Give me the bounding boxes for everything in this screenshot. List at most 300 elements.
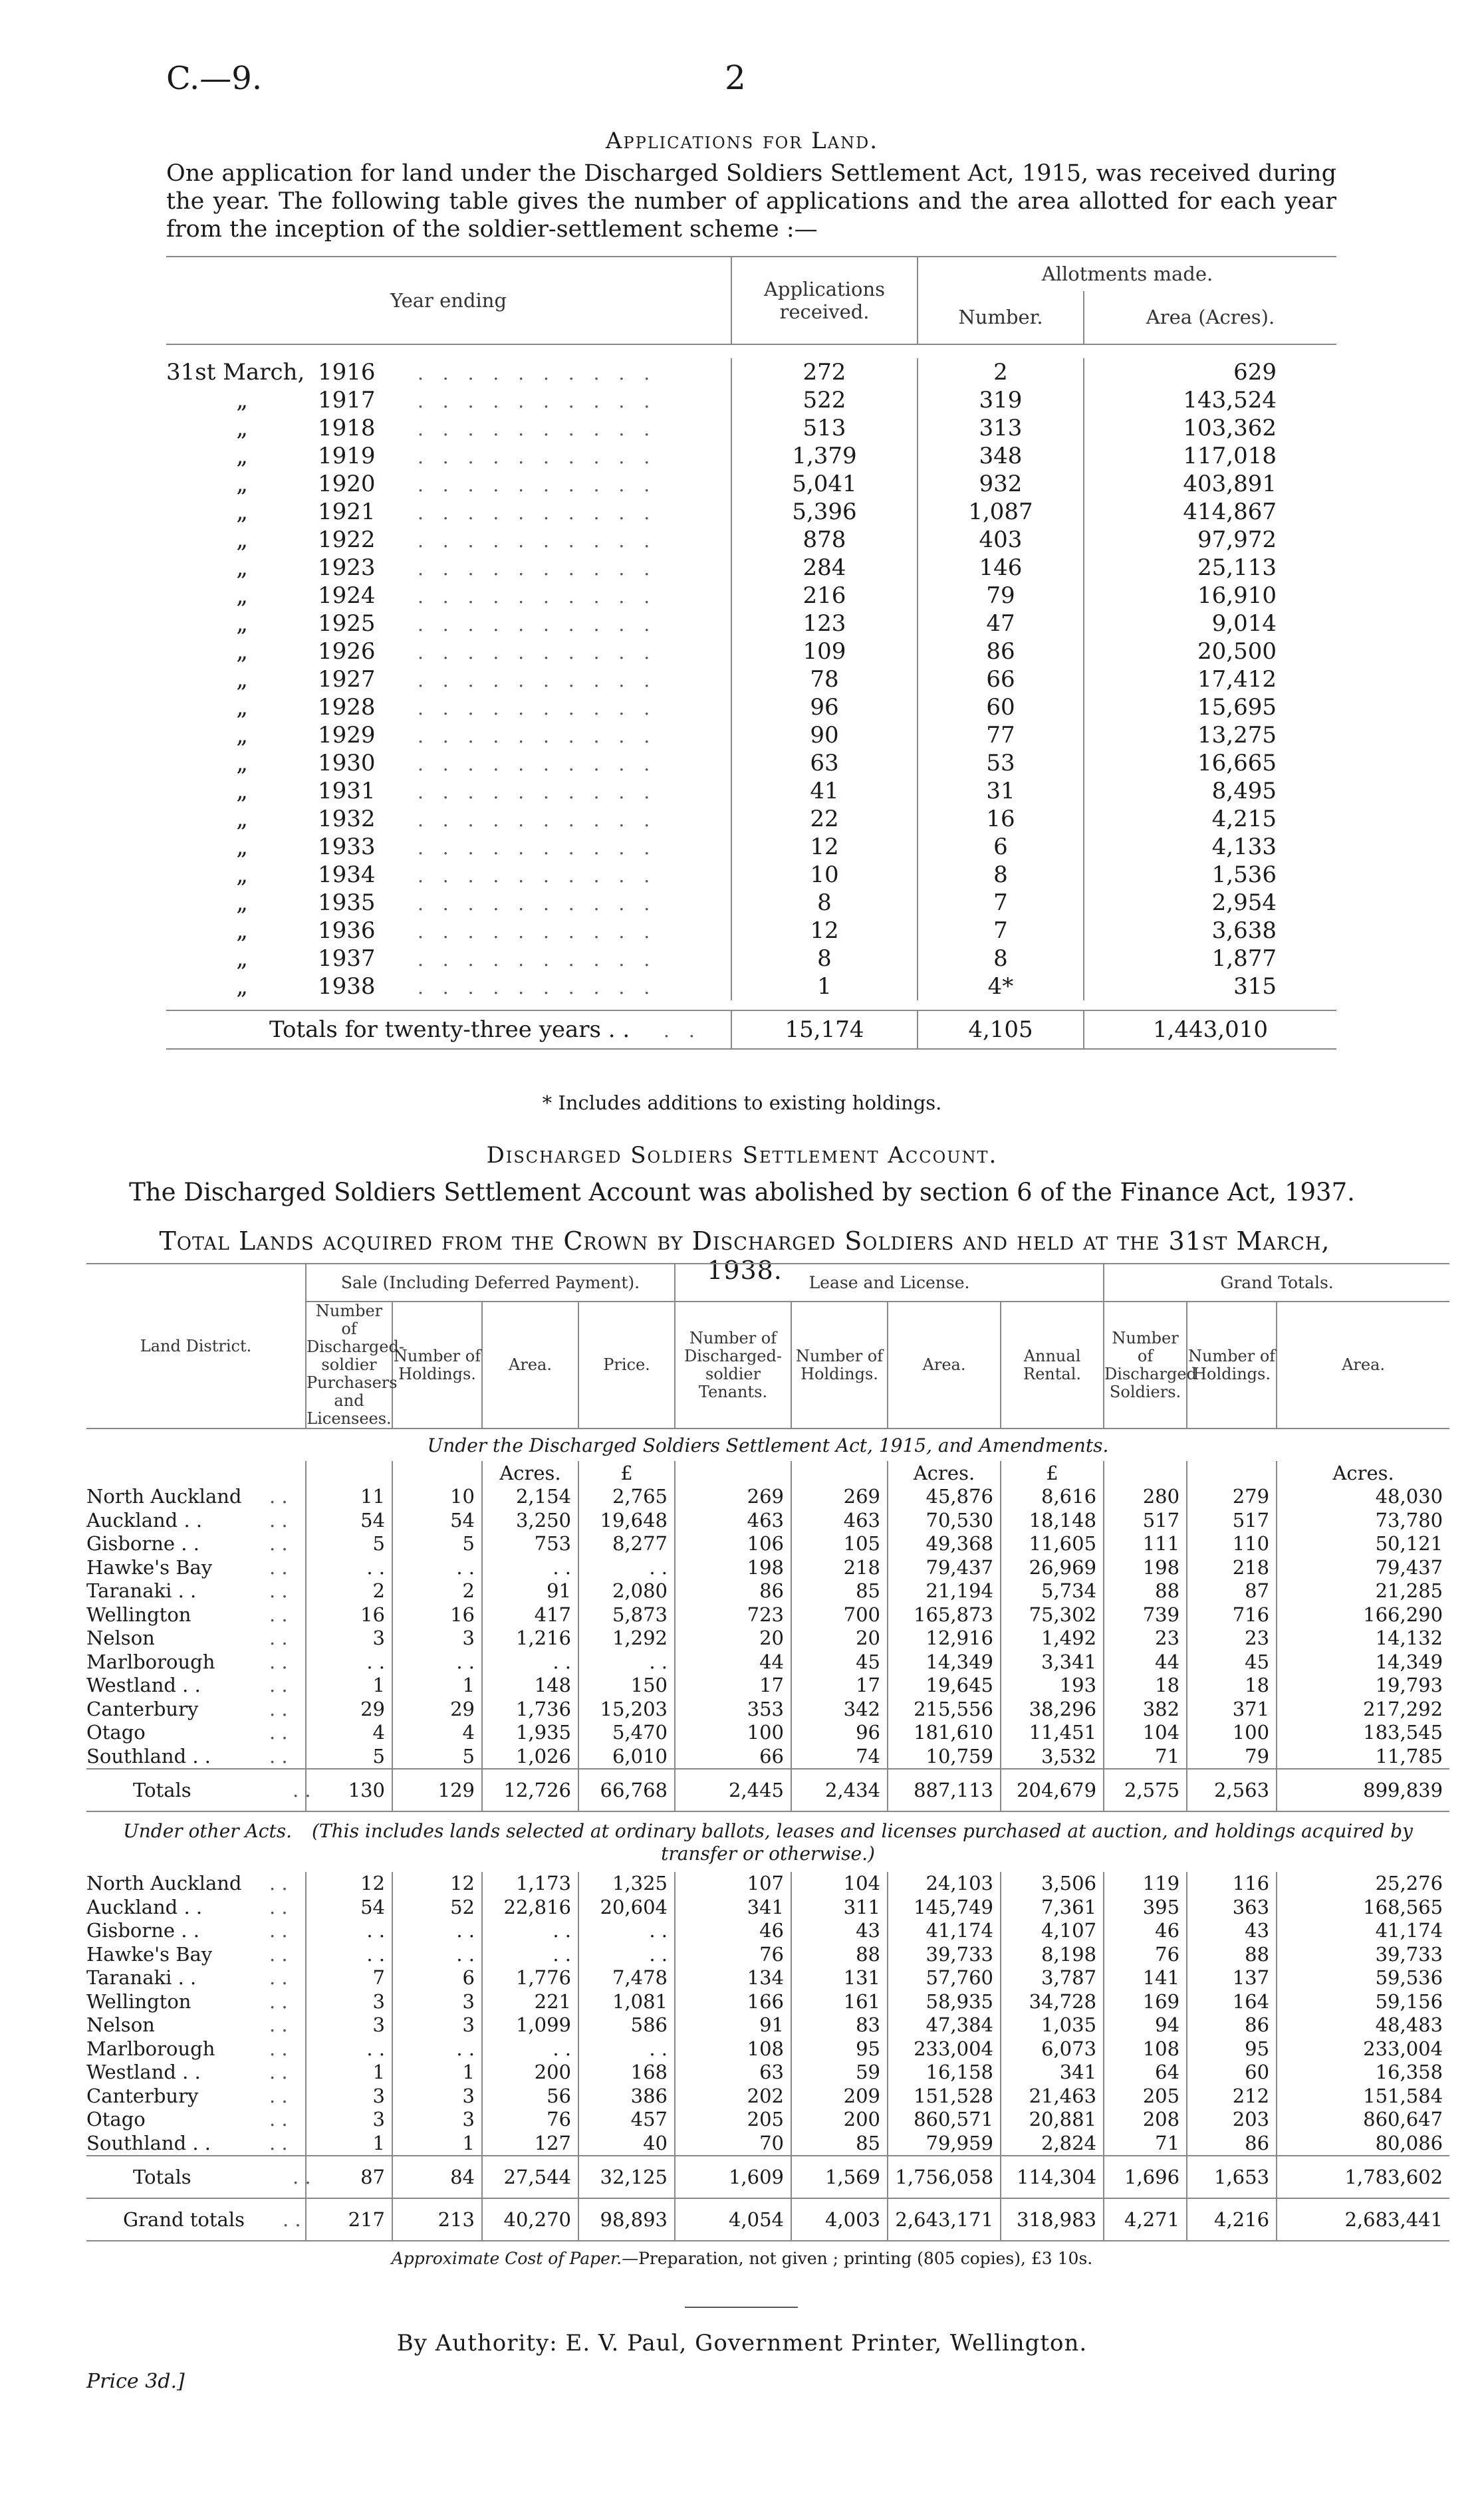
leader-dots: . . . . . . . . . .	[418, 446, 657, 468]
grand-area-cell: 80,086	[1277, 2131, 1449, 2156]
number-cell: 31	[918, 777, 1084, 805]
year-value: 1933	[318, 834, 376, 860]
sale-holdings-cell: 3	[392, 1627, 482, 1651]
area-cell: 629	[1084, 358, 1336, 386]
sale-holdings-cell: 16	[392, 1603, 482, 1627]
sale-holdings-cell: 1	[392, 2131, 482, 2156]
year-value: 1929	[318, 722, 376, 748]
area-cell: 25,113	[1084, 554, 1336, 582]
header-sale-area: Area.	[482, 1302, 578, 1429]
district-cell	[86, 1919, 306, 1943]
applications-cell: 522	[731, 386, 918, 414]
leader-dots: . . . . . . . . . .	[418, 418, 657, 440]
area-cell: 4,215	[1084, 805, 1336, 833]
year-prefix: „	[236, 610, 248, 637]
header-lease-group: Lease and License.	[675, 1264, 1104, 1302]
year-row	[166, 805, 1336, 833]
leader-dots: . . . . . . . . . .	[418, 614, 657, 635]
applications-intro: One application for land under the Discharged Soldiers Settlement Act, 1915, was received during the year. The following table gives the number of applications and the area allotted for each year from the inception of the soldier-settlement scheme :—	[166, 160, 1336, 243]
year-prefix: „	[236, 945, 248, 972]
table-footnote: * Includes additions to existing holdings.	[542, 1091, 942, 1114]
leader-dots: . .	[269, 1650, 288, 1673]
lease-area-cell: 49,368	[888, 1532, 1001, 1556]
district-cell	[86, 1650, 306, 1674]
totals-applications: 15,174	[731, 1010, 918, 1049]
district-name: Grand totals	[123, 2208, 245, 2231]
sale-price-cell: . .	[578, 1555, 675, 1579]
units-pound: £	[578, 1461, 675, 1485]
lease-holdings-cell: 209	[791, 2084, 888, 2108]
number-cell: 77	[918, 721, 1084, 749]
number-cell: 7	[918, 917, 1084, 945]
lease-holdings-cell: 95	[791, 2037, 888, 2061]
sale-holdings-cell: 5	[392, 1744, 482, 1769]
district-name: North Auckland	[86, 1872, 242, 1895]
units-row	[86, 1461, 1449, 1485]
header-sale-price: Price.	[578, 1302, 675, 1429]
leader-dots: . . . . . . . . . .	[418, 586, 657, 608]
cost-label: Approximate Cost of Paper.	[391, 2249, 622, 2268]
lease-rental-cell: 193	[1001, 1674, 1104, 1698]
district-cell	[86, 1872, 306, 1896]
sale-price-cell: 150	[578, 1674, 675, 1698]
grand-area-cell: 151,584	[1277, 2084, 1449, 2108]
year-row	[166, 721, 1336, 749]
area-cell: 13,275	[1084, 721, 1336, 749]
grand-totals-row	[86, 2198, 1449, 2241]
leader-dots: . .	[269, 1674, 288, 1697]
district-row	[86, 2108, 1449, 2132]
sale-purchasers-cell: 87	[306, 2156, 392, 2198]
grand-area-cell: 14,349	[1277, 1650, 1449, 1674]
lease-area-cell: 57,760	[888, 1966, 1001, 1990]
lease-rental-cell: 1,492	[1001, 1627, 1104, 1651]
grand-holdings-cell: 43	[1187, 1919, 1277, 1943]
sale-purchasers-cell: 217	[306, 2198, 392, 2241]
lease-rental-cell: 11,605	[1001, 1532, 1104, 1556]
year-row	[166, 637, 1336, 665]
section1-title: Under the Discharged Soldiers Settlement Act, 1915, and Amendments.	[427, 1434, 1109, 1456]
sale-purchasers-cell: . .	[306, 1650, 392, 1674]
leader-dots: . .	[269, 1579, 288, 1603]
year-prefix: „	[236, 443, 248, 469]
lease-rental-cell: 26,969	[1001, 1555, 1104, 1579]
grand-area-cell: 48,030	[1277, 1485, 1449, 1509]
year-value: 1920	[318, 471, 376, 497]
grand-soldiers-cell: 198	[1104, 1555, 1187, 1579]
district-row	[86, 1895, 1449, 1919]
cost-text: —Preparation, not given ; printing (805 copies), £3 10s.	[622, 2249, 1093, 2268]
district-cell	[86, 1697, 306, 1721]
year-value: 1919	[318, 443, 376, 469]
applications-cell: 10	[731, 861, 918, 889]
cost-note	[0, 2249, 1484, 2268]
year-row	[166, 861, 1336, 889]
grand-holdings-cell: 4,216	[1187, 2198, 1277, 2241]
area-cell: 4,133	[1084, 833, 1336, 861]
lease-tenants-cell: 205	[675, 2108, 791, 2132]
year-prefix: „	[236, 806, 248, 832]
lease-rental-cell: 3,506	[1001, 1872, 1104, 1896]
sale-purchasers-cell: 12	[306, 1872, 392, 1896]
units-pound: £	[1001, 1461, 1104, 1485]
sale-purchasers-cell: 1	[306, 2061, 392, 2085]
totals-label: Totals for twenty-three years . . . .	[166, 1010, 731, 1049]
district-name: Gisborne . .	[86, 1919, 199, 1942]
grand-area-cell: 217,292	[1277, 1697, 1449, 1721]
sale-area-cell: . .	[482, 1555, 578, 1579]
district-name: Hawke's Bay	[86, 1942, 213, 1966]
grand-holdings-cell: 716	[1187, 1603, 1277, 1627]
year-value: 1935	[318, 889, 376, 916]
district-row	[86, 2037, 1449, 2061]
lease-rental-cell: 3,341	[1001, 1650, 1104, 1674]
grand-soldiers-cell: 2,575	[1104, 1769, 1187, 1811]
sale-purchasers-cell: . .	[306, 2037, 392, 2061]
sale-price-cell: . .	[578, 2037, 675, 2061]
year-row	[166, 610, 1336, 637]
lease-holdings-cell: 20	[791, 1627, 888, 1651]
sale-holdings-cell: 12	[392, 1872, 482, 1896]
applications-cell: 284	[731, 554, 918, 582]
year-cell	[166, 498, 731, 526]
sale-holdings-cell: 3	[392, 1990, 482, 2013]
lease-rental-cell: 8,616	[1001, 1485, 1104, 1509]
number-cell: 47	[918, 610, 1084, 637]
number-cell: 8	[918, 945, 1084, 973]
sale-area-cell: . .	[482, 1650, 578, 1674]
document-code: C.—9.	[166, 60, 263, 97]
sale-holdings-cell: 1	[392, 2061, 482, 2085]
lease-holdings-cell: 4,003	[791, 2198, 888, 2241]
grand-holdings-cell: 218	[1187, 1555, 1277, 1579]
grand-area-cell: 59,156	[1277, 1990, 1449, 2013]
applications-cell: 12	[731, 917, 918, 945]
year-value: 1916	[318, 359, 376, 386]
lease-rental-cell: 3,532	[1001, 1744, 1104, 1769]
district-cell	[86, 2084, 306, 2108]
year-row	[166, 973, 1336, 1000]
district-name: Westland . .	[86, 1674, 201, 1697]
grand-area-cell: 21,285	[1277, 1579, 1449, 1603]
area-cell: 117,018	[1084, 442, 1336, 470]
sale-holdings-cell: . .	[392, 1555, 482, 1579]
grand-holdings-cell: 212	[1187, 2084, 1277, 2108]
year-prefix: „	[236, 973, 248, 1000]
lease-holdings-cell: 17	[791, 1674, 888, 1698]
grand-holdings-cell: 100	[1187, 1721, 1277, 1745]
district-row	[86, 1555, 1449, 1579]
number-cell: 6	[918, 833, 1084, 861]
lease-holdings-cell: 311	[791, 1895, 888, 1919]
year-cell	[166, 889, 731, 917]
district-name: Gisborne . .	[86, 1532, 199, 1555]
header-applications: Applications received.	[731, 257, 918, 344]
lease-holdings-cell: 161	[791, 1990, 888, 2013]
district-cell	[86, 2131, 306, 2156]
sale-price-cell: 1,081	[578, 1990, 675, 2013]
leader-dots: . . . . . . . . . .	[418, 558, 657, 580]
applications-cell: 41	[731, 777, 918, 805]
lease-rental-cell: 38,296	[1001, 1697, 1104, 1721]
area-cell: 3,638	[1084, 917, 1336, 945]
lease-tenants-cell: 107	[675, 1872, 791, 1896]
year-value: 1936	[318, 917, 376, 944]
number-cell: 7	[918, 889, 1084, 917]
lease-area-cell: 21,194	[888, 1579, 1001, 1603]
lease-holdings-cell: 96	[791, 1721, 888, 1745]
district-row	[86, 1579, 1449, 1603]
lease-holdings-cell: 43	[791, 1919, 888, 1943]
lease-holdings-cell: 2,434	[791, 1769, 888, 1811]
sale-purchasers-cell: 1	[306, 1674, 392, 1698]
year-prefix: „	[236, 666, 248, 693]
district-row	[86, 1942, 1449, 1966]
lease-tenants-cell: 1,609	[675, 2156, 791, 2198]
lease-area-cell: 887,113	[888, 1769, 1001, 1811]
lease-rental-cell: 18,148	[1001, 1508, 1104, 1532]
lease-tenants-cell: 70	[675, 2131, 791, 2156]
lease-tenants-cell: 341	[675, 1895, 791, 1919]
area-cell: 15,695	[1084, 693, 1336, 721]
grand-area-cell: 899,839	[1277, 1769, 1449, 1811]
grand-soldiers-cell: 76	[1104, 1942, 1187, 1966]
lease-holdings-cell: 59	[791, 2061, 888, 2085]
leader-dots: . .	[269, 1508, 288, 1532]
leader-dots: . . . . . . . . . .	[418, 893, 657, 915]
sale-purchasers-cell: . .	[306, 1942, 392, 1966]
district-cell	[86, 1603, 306, 1627]
year-row	[166, 386, 1336, 414]
sale-area-cell: . .	[482, 1942, 578, 1966]
grand-holdings-cell: 86	[1187, 2131, 1277, 2156]
sale-holdings-cell: 54	[392, 1508, 482, 1532]
grand-soldiers-cell: 108	[1104, 2037, 1187, 2061]
lease-tenants-cell: 86	[675, 1579, 791, 1603]
year-row	[166, 749, 1336, 777]
lease-tenants-cell: 108	[675, 2037, 791, 2061]
lease-holdings-cell: 200	[791, 2108, 888, 2132]
area-cell: 20,500	[1084, 637, 1336, 665]
district-cell	[86, 2108, 306, 2132]
year-value: 1918	[318, 415, 376, 441]
lease-tenants-cell: 106	[675, 1532, 791, 1556]
area-cell: 97,972	[1084, 526, 1336, 554]
lands-table	[86, 1263, 1443, 2241]
year-cell	[166, 386, 731, 414]
lease-tenants-cell: 44	[675, 1650, 791, 1674]
sale-price-cell: 6,010	[578, 1744, 675, 1769]
year-row	[166, 777, 1336, 805]
lease-area-cell: 19,645	[888, 1674, 1001, 1698]
applications-cell: 96	[731, 693, 918, 721]
year-prefix: „	[236, 722, 248, 748]
year-prefix: „	[236, 526, 248, 553]
sale-price-cell: 15,203	[578, 1697, 675, 1721]
sale-price-cell: 98,893	[578, 2198, 675, 2241]
year-cell	[166, 665, 731, 693]
number-cell: 8	[918, 861, 1084, 889]
district-name: Southland . .	[86, 1744, 211, 1768]
year-cell	[166, 973, 731, 1000]
sale-area-cell: 753	[482, 1532, 578, 1556]
sale-area-cell: 91	[482, 1579, 578, 1603]
sale-purchasers-cell: 54	[306, 1508, 392, 1532]
number-cell: 4*	[918, 973, 1084, 1000]
lease-rental-cell: 341	[1001, 2061, 1104, 2085]
lease-tenants-cell: 91	[675, 2013, 791, 2037]
year-value: 1934	[318, 861, 376, 888]
units-acres: Acres.	[482, 1461, 578, 1485]
leader-dots: . .	[269, 1603, 288, 1626]
authority-line: By Authority: E. V. Paul, Government Printer, Wellington.	[396, 2330, 1088, 2356]
area-cell: 403,891	[1084, 470, 1336, 498]
applications-cell: 109	[731, 637, 918, 665]
year-row	[166, 414, 1336, 442]
year-cell	[166, 582, 731, 610]
lease-area-cell: 1,756,058	[888, 2156, 1001, 2198]
lease-rental-cell: 11,451	[1001, 1721, 1104, 1745]
header-sale-holdings: Number of Holdings.	[392, 1302, 482, 1429]
grand-soldiers-cell: 1,696	[1104, 2156, 1187, 2198]
number-cell: 86	[918, 637, 1084, 665]
sale-holdings-cell: . .	[392, 2037, 482, 2061]
year-value: 1922	[318, 526, 376, 553]
district-row	[86, 2084, 1449, 2108]
price: Price 3d.]	[86, 2370, 185, 2393]
sale-area-cell: 1,173	[482, 1872, 578, 1896]
year-cell	[166, 917, 731, 945]
lease-tenants-cell: 20	[675, 1627, 791, 1651]
leader-dots: . . . . . . . . . .	[418, 530, 657, 552]
sale-area-cell: 200	[482, 2061, 578, 2085]
sale-price-cell: 168	[578, 2061, 675, 2085]
sale-area-cell: 3,250	[482, 1508, 578, 1532]
totals-row	[86, 2156, 1449, 2198]
sale-purchasers-cell: 29	[306, 1697, 392, 1721]
sale-area-cell: 127	[482, 2131, 578, 2156]
district-row	[86, 2061, 1449, 2085]
year-value: 1930	[318, 750, 376, 776]
leader-dots: . .	[269, 1966, 288, 1990]
lease-holdings-cell: 85	[791, 2131, 888, 2156]
sale-area-cell: 1,935	[482, 1721, 578, 1745]
number-cell: 313	[918, 414, 1084, 442]
grand-area-cell: 25,276	[1277, 1872, 1449, 1896]
grand-area-cell: 233,004	[1277, 2037, 1449, 2061]
lease-area-cell: 181,610	[888, 1721, 1001, 1745]
district-cell	[86, 1744, 306, 1769]
district-cell	[86, 1555, 306, 1579]
lease-area-cell: 145,749	[888, 1895, 1001, 1919]
grand-holdings-cell: 88	[1187, 1942, 1277, 1966]
lease-tenants-cell: 134	[675, 1966, 791, 1990]
year-cell	[166, 637, 731, 665]
grand-holdings-cell: 60	[1187, 2061, 1277, 2085]
header-sale-group: Sale (Including Deferred Payment).	[306, 1264, 675, 1302]
grand-area-cell: 1,783,602	[1277, 2156, 1449, 2198]
header-land-district: Land District.	[86, 1264, 306, 1429]
applications-cell: 8	[731, 945, 918, 973]
district-name: Taranaki . .	[86, 1966, 197, 1990]
year-cell	[166, 414, 731, 442]
leader-dots: . . . . . . . . . .	[418, 641, 657, 663]
year-value: 1925	[318, 610, 376, 637]
grand-area-cell: 860,647	[1277, 2108, 1449, 2132]
district-name: Marlborough	[86, 2037, 215, 2060]
district-row	[86, 1603, 1449, 1627]
leader-dots: . .	[269, 1627, 288, 1650]
lease-holdings-cell: 104	[791, 1872, 888, 1896]
district-cell	[86, 2198, 306, 2241]
year-prefix: „	[236, 499, 248, 525]
grand-area-cell: 59,536	[1277, 1966, 1449, 1990]
lease-area-cell: 10,759	[888, 1744, 1001, 1769]
grand-holdings-cell: 137	[1187, 1966, 1277, 1990]
lease-tenants-cell: 46	[675, 1919, 791, 1943]
header-lease-rental: Annual Rental.	[1001, 1302, 1104, 1429]
sale-purchasers-cell: . .	[306, 1555, 392, 1579]
year-prefix: „	[236, 387, 248, 413]
lease-rental-cell: 20,881	[1001, 2108, 1104, 2132]
district-name: Marlborough	[86, 1650, 215, 1673]
district-cell	[86, 1769, 311, 1811]
header-sale-purchasers: Number of Discharged-soldier Purchasers and Licensees.	[307, 1302, 404, 1428]
lease-rental-cell: 75,302	[1001, 1603, 1104, 1627]
year-prefix: 31st March,	[166, 359, 305, 386]
lease-area-cell: 151,528	[888, 2084, 1001, 2108]
district-cell	[86, 2013, 306, 2037]
grand-soldiers-cell: 739	[1104, 1603, 1187, 1627]
sale-holdings-cell: 10	[392, 1485, 482, 1509]
year-prefix: „	[236, 582, 248, 609]
sale-price-cell: 586	[578, 2013, 675, 2037]
leader-dots: . .	[269, 2084, 288, 2107]
year-row	[166, 665, 1336, 693]
leader-dots: . .	[269, 1895, 288, 1918]
leader-dots: . . . . . . . . . .	[418, 502, 657, 524]
grand-soldiers-cell: 208	[1104, 2108, 1187, 2132]
sale-area-cell: . .	[482, 2037, 578, 2061]
lease-holdings-cell: 700	[791, 1603, 888, 1627]
district-row	[86, 1674, 1449, 1698]
lease-area-cell: 2,643,171	[888, 2198, 1001, 2241]
year-cell	[166, 805, 731, 833]
sale-area-cell: 76	[482, 2108, 578, 2132]
year-prefix: „	[236, 554, 248, 581]
lease-tenants-cell: 353	[675, 1697, 791, 1721]
lease-rental-cell: 21,463	[1001, 2084, 1104, 2108]
grand-soldiers-cell: 111	[1104, 1532, 1187, 1556]
year-prefix: „	[236, 889, 248, 916]
year-cell	[166, 777, 731, 805]
header-grand-soldiers: Number of Discharged Soldiers.	[1104, 1302, 1187, 1429]
number-cell: 53	[918, 749, 1084, 777]
lease-area-cell: 79,437	[888, 1555, 1001, 1579]
lease-tenants-cell: 66	[675, 1744, 791, 1769]
sale-holdings-cell: 3	[392, 2108, 482, 2132]
year-row	[166, 945, 1336, 973]
sale-price-cell: 8,277	[578, 1532, 675, 1556]
leader-dots: . . . . . . . . . .	[418, 921, 657, 943]
sale-purchasers-cell: 54	[306, 1895, 392, 1919]
leader-dots: . .	[283, 2208, 301, 2231]
year-value: 1927	[318, 666, 376, 693]
totals-area: 1,443,010	[1084, 1010, 1336, 1049]
sale-price-cell: 2,765	[578, 1485, 675, 1509]
year-cell	[166, 833, 731, 861]
year-row	[166, 889, 1336, 917]
